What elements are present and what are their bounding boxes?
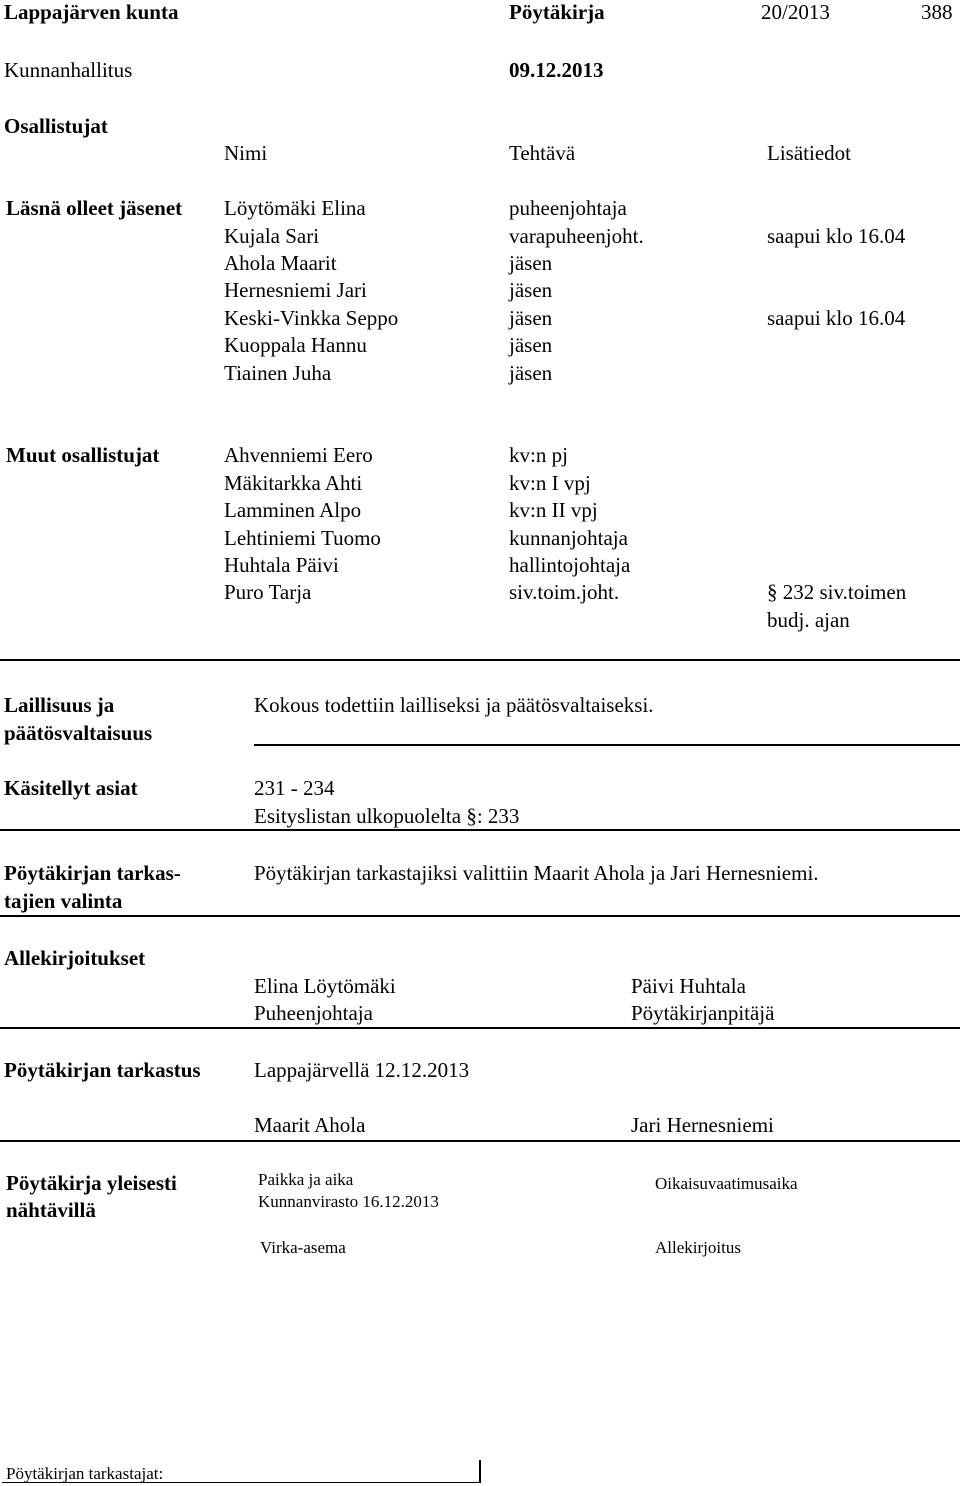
section-divider [0, 1140, 960, 1142]
participant-role: hallintojohtaja [509, 553, 631, 577]
chair-title: Puheenjohtaja [254, 1001, 373, 1025]
inspectors-label-line-1: Pöytäkirjan tarkas- [4, 861, 181, 885]
participant-name: Lamminen Alpo [224, 498, 362, 522]
meeting-date: 09.12.2013 [509, 58, 604, 82]
member-role: jäsen [509, 333, 553, 357]
review-label: Pöytäkirjan tarkastus [4, 1058, 201, 1082]
member-name: Hernesniemi Jari [224, 278, 367, 302]
legality-label-line-2: päätösvaltaisuus [4, 721, 153, 745]
present-members-label: Läsnä olleet jäsenet [6, 196, 183, 220]
participant-info: § 232 siv.toimen [767, 580, 907, 604]
section-divider [0, 1027, 960, 1029]
secretary-name: Päivi Huhtala [631, 974, 746, 998]
appeal-period-label: Oikaisuvaatimusaika [655, 1174, 798, 1193]
participants-heading: Osallistujat [4, 114, 108, 138]
participant-name: Puro Tarja [224, 580, 312, 604]
public-display-label-line-2: nähtävillä [6, 1198, 96, 1222]
member-role: jäsen [509, 278, 553, 302]
place-time-label: Paikka ja aika [258, 1170, 354, 1189]
document-type: Pöytäkirja [509, 0, 605, 24]
column-header-name: Nimi [224, 141, 268, 165]
handled-items-extra: Esityslistan ulkopuolelta §: 233 [254, 804, 520, 828]
participant-name: Mäkitarkka Ahti [224, 471, 363, 495]
member-name: Kuoppala Hannu [224, 333, 367, 357]
governing-body: Kunnanhallitus [4, 58, 133, 82]
inspectors-initials-label: Pöytäkirjan tarkastajat: [6, 1464, 164, 1483]
place-time-value: Kunnanvirasto 16.12.2013 [258, 1192, 439, 1211]
member-name: Kujala Sari [224, 224, 320, 248]
member-role: jäsen [509, 251, 553, 275]
legality-label-line-1: Laillisuus ja [4, 693, 115, 717]
member-name: Keski-Vinkka Seppo [224, 306, 399, 330]
legality-statement: Kokous todettiin lailliseksi ja päätösvaltaiseksi. [254, 693, 654, 717]
chair-name: Elina Löytömäki [254, 974, 396, 998]
review-place-date: Lappajärvellä 12.12.2013 [254, 1058, 470, 1082]
handled-items-label: Käsitellyt asiat [4, 776, 138, 800]
member-name: Tiainen Juha [224, 361, 332, 385]
public-display-label-line-1: Pöytäkirja yleisesti [6, 1171, 177, 1195]
signature-label: Allekirjoitus [655, 1238, 741, 1257]
participant-role: kv:n I vpj [509, 471, 591, 495]
document-number: 20/2013 [761, 0, 830, 24]
section-divider [254, 744, 960, 746]
handled-items-range: 231 - 234 [254, 776, 335, 800]
section-divider [0, 829, 960, 831]
secretary-title: Pöytäkirjanpitäjä [631, 1001, 775, 1025]
section-divider [0, 915, 960, 917]
signatures-label: Allekirjoitukset [4, 946, 146, 970]
member-info: saapui klo 16.04 [767, 224, 906, 248]
participant-role: kv:n pj [509, 443, 568, 467]
member-name: Löytömäki Elina [224, 196, 366, 220]
inspectors-statement: Pöytäkirjan tarkastajiksi valittiin Maarit Ahola ja Jari Hernesniemi. [254, 861, 819, 885]
member-info: saapui klo 16.04 [767, 306, 906, 330]
municipality-name: Lappajärven kunta [4, 0, 179, 24]
page-number: 388 [921, 0, 953, 24]
participant-name: Lehtiniemi Tuomo [224, 526, 381, 550]
inspector-1-name: Maarit Ahola [254, 1113, 366, 1137]
member-name: Ahola Maarit [224, 251, 337, 275]
participant-role: siv.toim.joht. [509, 580, 620, 604]
participant-name: Ahvenniemi Eero [224, 443, 373, 467]
member-role: puheenjohtaja [509, 196, 627, 220]
column-header-info: Lisätiedot [767, 141, 851, 165]
participant-name: Huhtala Päivi [224, 553, 339, 577]
participant-role: kunnanjohtaja [509, 526, 628, 550]
other-participants-label: Muut osallistujat [6, 443, 160, 467]
section-divider [0, 659, 960, 661]
member-role: jäsen [509, 306, 553, 330]
member-role: jäsen [509, 361, 553, 385]
inspectors-label-line-2: tajien valinta [4, 889, 123, 913]
inspector-2-name: Jari Hernesniemi [631, 1113, 774, 1137]
participant-info-continued: budj. ajan [767, 608, 850, 632]
member-role: varapuheenjoht. [509, 224, 644, 248]
official-position-label: Virka-asema [260, 1238, 346, 1257]
column-header-role: Tehtävä [509, 141, 576, 165]
participant-role: kv:n II vpj [509, 498, 598, 522]
